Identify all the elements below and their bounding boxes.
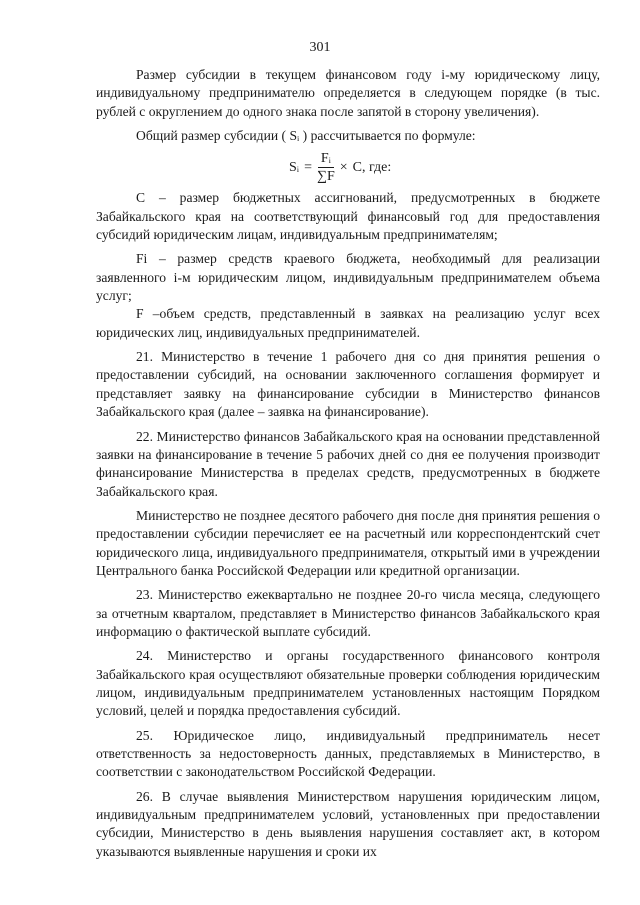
paragraph-26: 26. В случае выявления Министерством нарушения юридическим лицом, индивидуальным предпринимателем условий, установленных при предоставлении субсидии, Министерство в день выявления нарушения составляет акт, в котором указываются выявленные нарушения и сроки их [96, 788, 600, 859]
paragraph-subsidy-size: Размер субсидии в текущем финансовом году i-му юридическому лицу, индивидуальному предпринимателю определяется в следующем порядке (в тыс. рублей с округлением до одного знака после запятой в сторону увеличения). [96, 67, 600, 119]
formula-numerator: Fᵢ [318, 151, 334, 168]
paragraph-22: 22. Министерство финансов Забайкальского края на основании представленной заявки на финансирование в течение 5 рабочих дней со дня ее получения производит финансирование Министерства в пределах средств, предусмотренных в бюджете Забайкальского края. [96, 428, 600, 499]
formula-expression [289, 151, 391, 184]
formula-fraction [317, 151, 335, 184]
paragraph-23: 23. Министерство ежеквартально не позднее 20-го числа месяца, следующего за отчетным кварталом, представляет в Министерство финансов Забайкальского края информацию о фактической выплате субсидий. [96, 587, 600, 639]
paragraph-c-definition: С – размер бюджетных ассигнований, предусмотренных в бюджете Забайкальского края на соответствующий финансовый год для предоставления субсидий юридическим лицам, индивидуальным предпринимателям; [96, 190, 600, 243]
formula-lhs: Sᵢ [289, 159, 300, 175]
formula-equals: = [304, 159, 312, 175]
paragraph-transfer: Министерство не позднее десятого рабочего дня после дня принятия решения о предоставлении субсидии перечисляет ее на расчетный или корреспондентский счет юридического лица, индивидуального предпринимателя, открытый ими в учреждении Центрального банка Российской Федерации или кредитной организации. [96, 507, 600, 578]
paragraph-fi-definition: Fi – размер средств краевого бюджета, необходимый для реализации заявленного i-м юридическим лицом, индивидуальным предпринимателем объема услуг; [96, 251, 600, 304]
paragraph-f-definition: F –объем средств, представленный в заявках на реализацию услуг всех юридических лиц, индивидуальных предпринимателей. [96, 306, 600, 340]
document-body [96, 66, 600, 861]
formula-denominator: ∑F [316, 169, 335, 185]
formula-times: × [339, 159, 348, 175]
subsidy-formula [96, 145, 600, 189]
paragraph-formula-intro: Общий размер субсидии ( Sᵢ ) рассчитывается по формуле: [136, 128, 476, 144]
paragraph-25: 25. Юридическое лицо, индивидуальный предприниматель несет ответственность за недостоверность данных, представляемых в Министерство, в соответствии с законодательством Российской Федерации. [96, 727, 600, 780]
paragraph-24: 24. Министерство и органы государственного финансового контроля Забайкальского края осуществляют обязательные проверки соблюдения юридическим лицом, индивидуальным предпринимателем установленных настоящим Порядком условий, целей и порядка предоставления субсидий. [96, 648, 600, 719]
page-number: 301 [309, 40, 331, 55]
formula-rhs: С, где: [352, 159, 392, 175]
paragraph-21: 21. Министерство в течение 1 рабочего дня со дня принятия решения о предоставлении субсидий, на основании заключенного соглашения формирует и представляет заявку на финансирование субсидии в Министерство финансов Забайкальского края (далее – заявка на финансирование). [96, 349, 600, 420]
